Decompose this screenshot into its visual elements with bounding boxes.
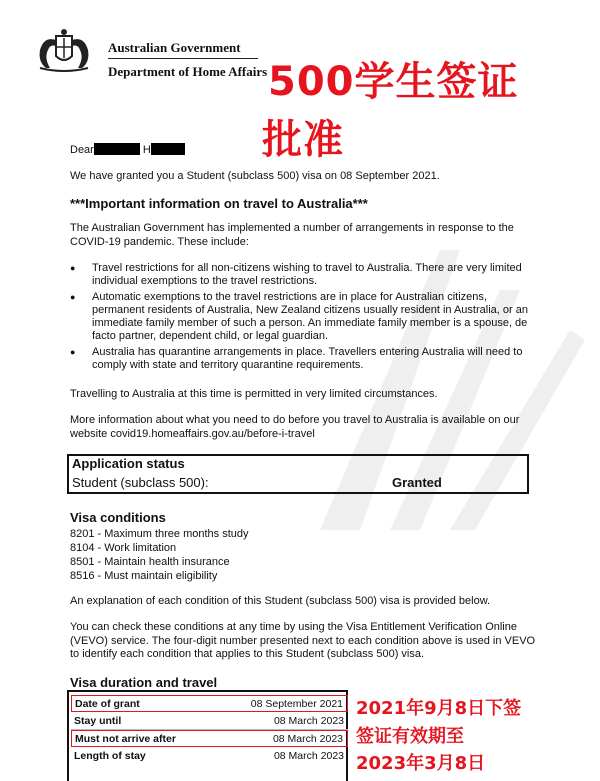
condition-item: 8201 - Maximum three months study — [70, 528, 249, 540]
row-label: Must not arrive after — [75, 733, 176, 745]
application-status-title: Application status — [72, 456, 185, 471]
header-divider — [108, 58, 258, 59]
status-value: Granted — [392, 475, 442, 490]
table-row — [71, 695, 348, 712]
salutation — [70, 143, 185, 156]
important-heading: ***Important information on travel to Australia*** — [70, 196, 368, 211]
visa-duration-table — [67, 690, 348, 781]
arrangements-intro: The Australian Government has implemented a number of arrangements in response to the COVID-19 pandemic. These include: — [70, 222, 514, 248]
row-label: Date of grant — [75, 698, 140, 710]
red-title-line2: 批准 — [262, 117, 344, 163]
row-label: Length of stay — [74, 750, 146, 762]
bullet-item: ● Travel restrictions for all non-citizens wishing to travel to Australia. There are very limited individual exemptions to the travel restrictions. — [70, 262, 540, 288]
table-row — [71, 730, 348, 747]
annotation-grant-date: 2021年9月8日下签 — [356, 698, 522, 719]
more-info-text: More information about what you need to do before you travel to Australia is available on our website covid19.homeaffairs.gov.au/before-i-travel — [70, 414, 520, 440]
condition-item: 8104 - Work limitation — [70, 542, 177, 554]
row-value: 08 March 2023 — [273, 750, 344, 762]
government-name: Australian Government — [108, 40, 241, 55]
conditions-explanation: An explanation of each condition of this Student (subclass 500) visa is provided below. — [70, 595, 491, 607]
visa-conditions-title: Visa conditions — [70, 510, 166, 525]
row-value: 08 September 2021 — [250, 698, 343, 710]
bullet-item: ● Australia has quarantine arrangements in place. Travellers entering Australia will need to comply with state and territory quarantine requirements. — [70, 346, 540, 372]
granted-sentence: We have granted you a Student (subclass 500) visa on 08 September 2021. — [70, 170, 440, 182]
annotation-valid-until: 签证有效期至 — [356, 726, 464, 747]
department-name: Department of Home Affairs — [108, 64, 268, 79]
red-title-line1: 500学生签证 — [268, 59, 519, 105]
condition-item: 8516 - Must maintain eligibility — [70, 570, 218, 582]
row-label: Stay until — [74, 715, 122, 727]
annotation-expiry-date: 2023年3月8日 — [356, 753, 486, 774]
condition-item: 8501 - Maintain health insurance — [70, 556, 230, 568]
redacted-surname — [151, 143, 185, 155]
visa-type-label: Student (subclass 500): — [72, 475, 209, 490]
visa-duration-title: Visa duration and travel — [70, 675, 218, 690]
travelling-notice: Travelling to Australia at this time is permitted in very limited circumstances. — [70, 388, 438, 400]
redacted-name — [94, 143, 140, 155]
table-row — [71, 748, 348, 765]
row-value: 08 March 2023 — [272, 733, 343, 745]
coat-of-arms-icon — [34, 28, 94, 74]
row-value: 08 March 2023 — [273, 715, 344, 727]
salutation-prefix: Dear — [70, 144, 94, 156]
bullet-item: ● Automatic exemptions to the travel restrictions are in place for Australian citizens, permanent residents of Australia, New Zealand citizens usually resident in Australia, or an immediate family member of such a person. An immediate family member is a spouse, de facto partner, dependent child, or legal guardian. — [70, 291, 540, 343]
table-row — [71, 713, 348, 730]
travel-bullets — [70, 262, 540, 375]
salutation-initial: H — [142, 144, 151, 156]
visa-conditions-list — [70, 527, 249, 583]
vevo-text: You can check these conditions at any time by using the Visa Entitlement Verification Online (VEVO) service. The four-digit number presented next to each condition above is used in VEVO to identify each condition that applies to this Student (subclass 500) visa. — [70, 621, 536, 660]
